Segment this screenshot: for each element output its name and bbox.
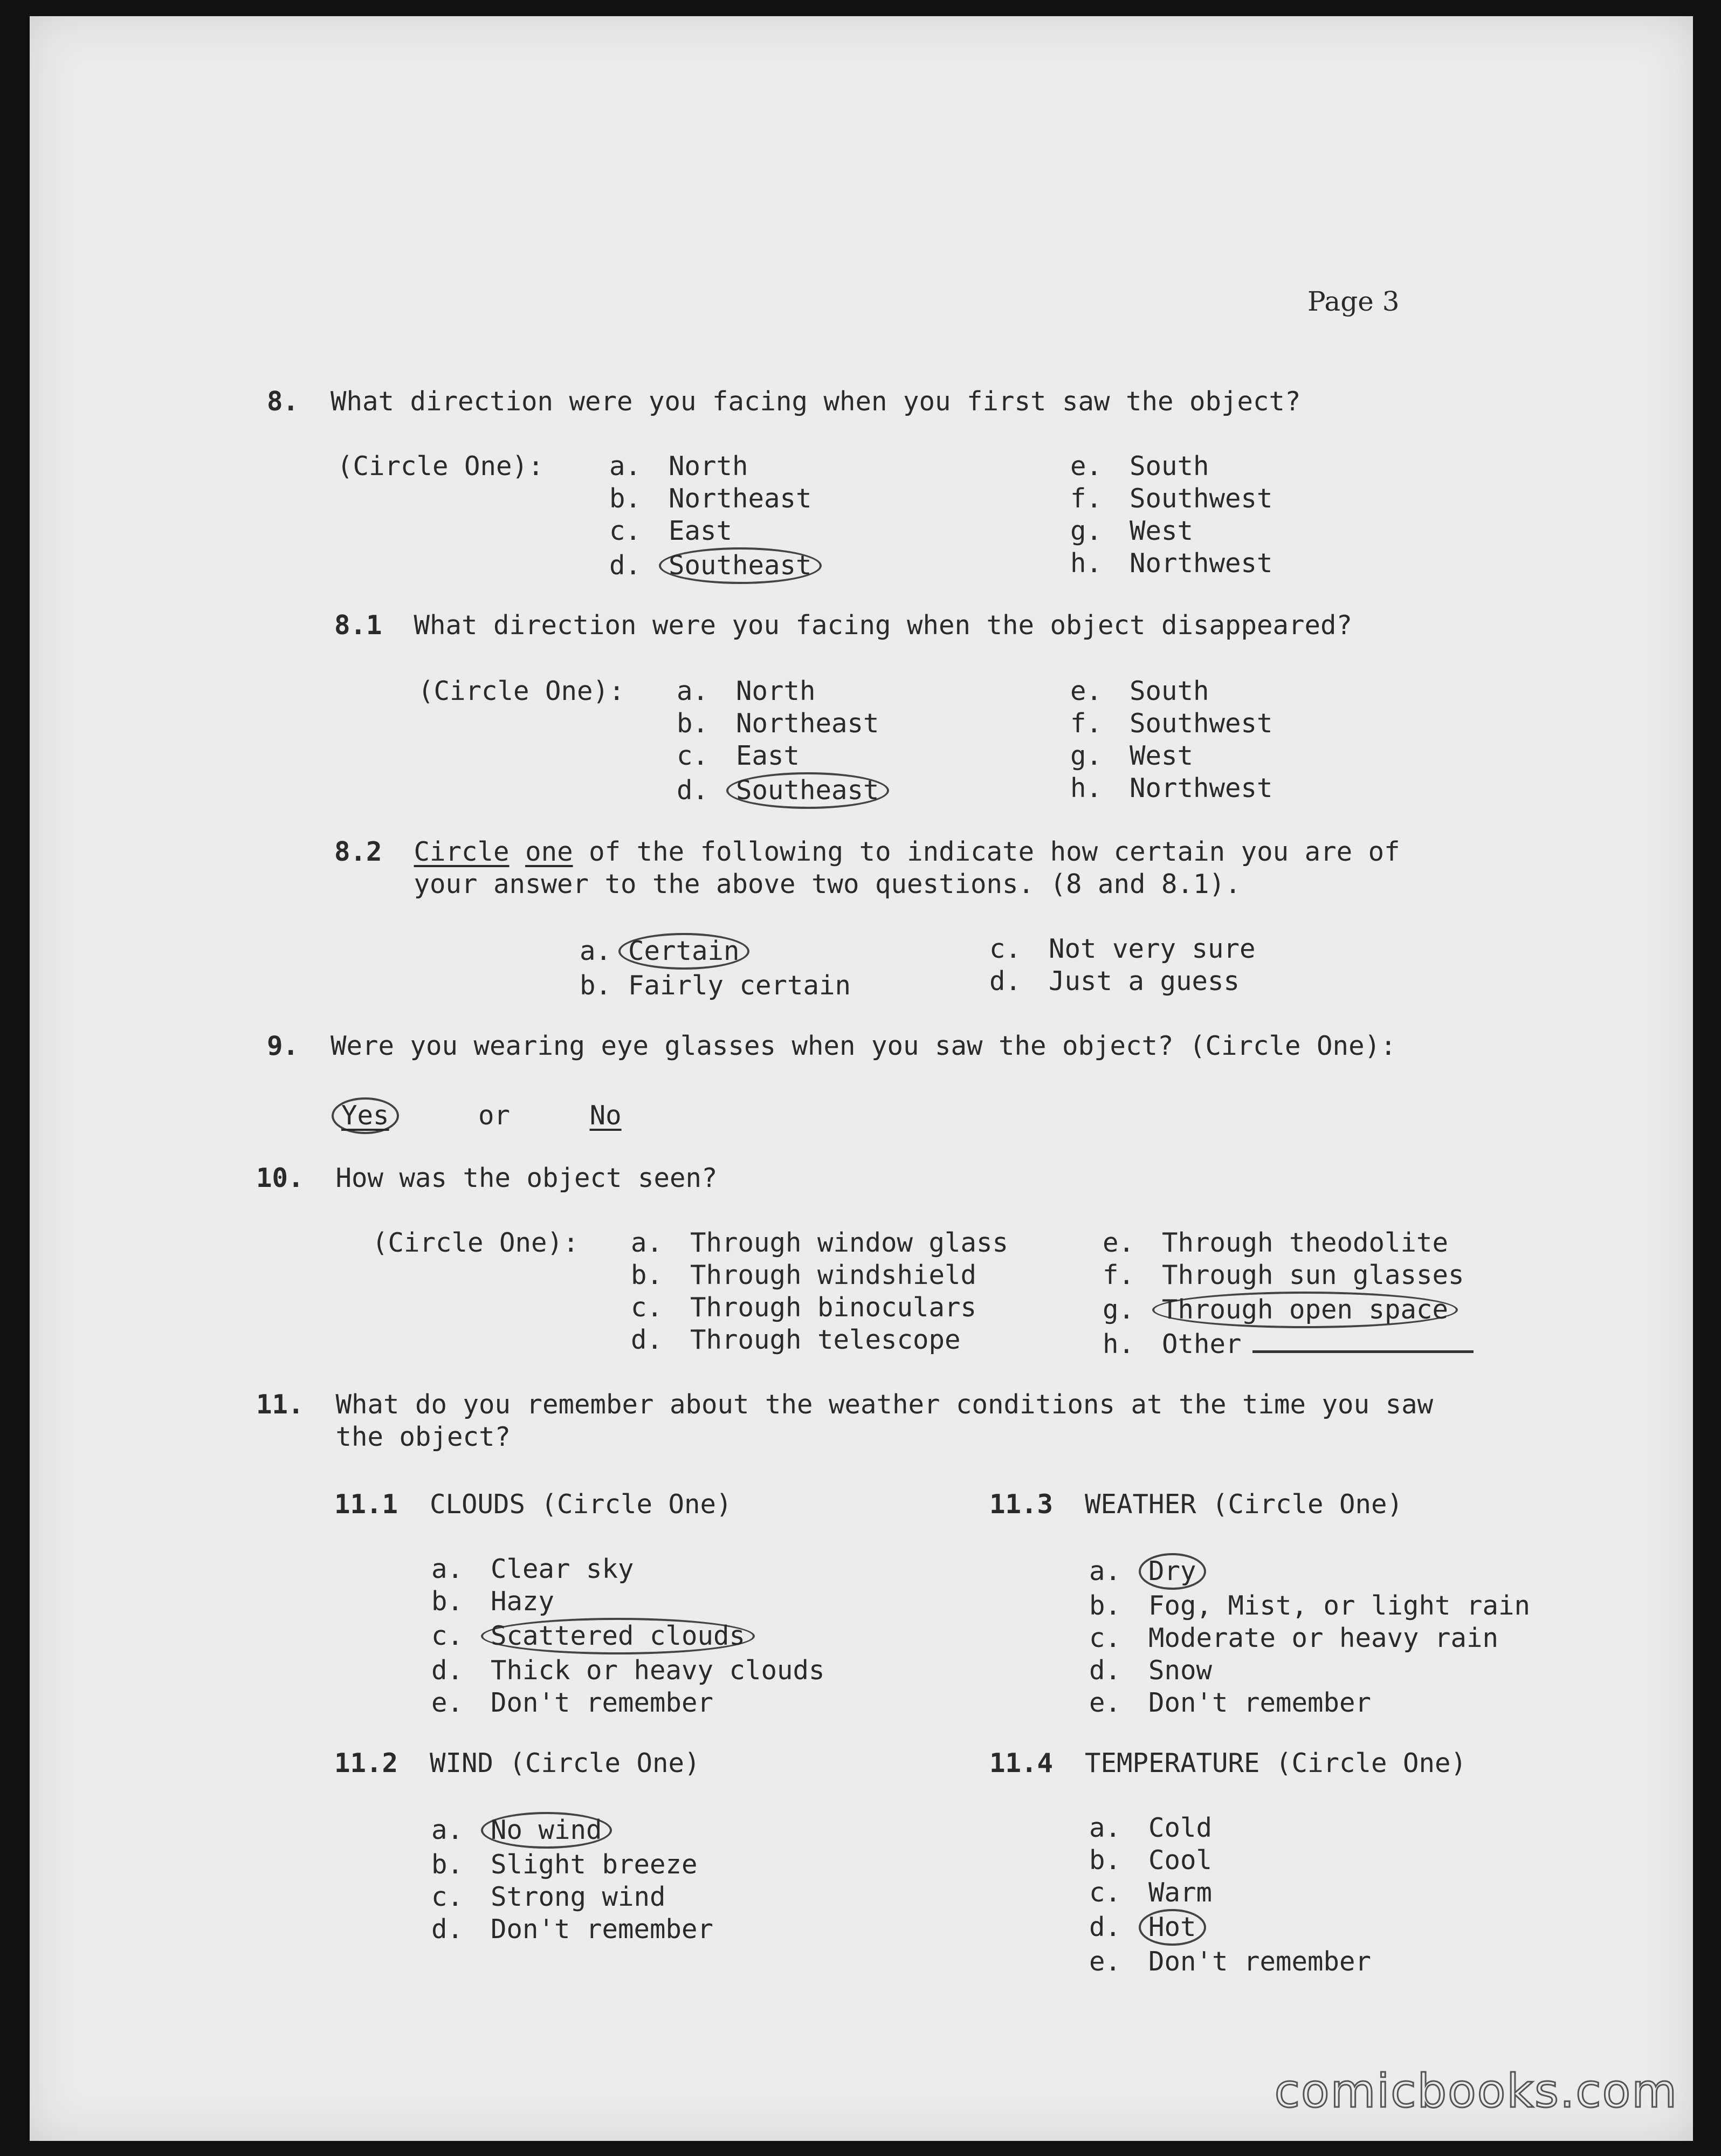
subquestion-11-2: 11.2 WIND (Circle One) <box>334 1748 700 1779</box>
subquestion-11-1: 11.1 CLOUDS (Circle One) <box>334 1489 732 1520</box>
option-selected[interactable]: c. Scattered clouds <box>431 1618 825 1654</box>
subquestion-11-4: 11.4 TEMPERATURE (Circle One) <box>989 1748 1467 1779</box>
option[interactable]: a. Cold <box>1089 1812 1213 1843</box>
option[interactable]: c. Warm <box>1089 1877 1213 1908</box>
option[interactable]: b. Hazy <box>431 1586 555 1617</box>
option[interactable]: e. Don't remember <box>431 1687 714 1718</box>
circled-answer-yes[interactable]: Yes <box>332 1097 399 1134</box>
options-left <box>677 675 889 809</box>
option[interactable]: e. South <box>1070 676 1209 706</box>
option[interactable]: e. Through theodolite <box>1103 1227 1449 1258</box>
option[interactable]: c. Through binoculars <box>631 1292 977 1323</box>
subquestion-11-3: 11.3 WEATHER (Circle One) <box>989 1489 1403 1520</box>
question-number: 10. <box>256 1163 304 1193</box>
option[interactable]: a. Clear sky <box>431 1554 634 1584</box>
option-selected[interactable]: d. Southeast <box>677 772 889 809</box>
option[interactable]: h. Northwest <box>1070 773 1273 804</box>
option[interactable]: a. Through window glass <box>631 1227 1009 1258</box>
question-text: What direction were you facing when the object disappeared? <box>414 610 1353 641</box>
options-right <box>1103 1227 1474 1361</box>
weather-options <box>1089 1553 1530 1719</box>
question-8 <box>267 386 1301 418</box>
option[interactable]: d. Through telescope <box>631 1324 961 1355</box>
options-right <box>989 933 1256 998</box>
option[interactable]: b. Cool <box>1089 1845 1213 1876</box>
option[interactable]: e. South <box>1070 451 1209 482</box>
option[interactable]: f. Southwest <box>1070 483 1273 514</box>
option-selected[interactable]: d. Hot <box>1089 1909 1371 1946</box>
option[interactable]: c. East <box>677 740 800 771</box>
option[interactable]: c. East <box>609 516 733 546</box>
blank-line[interactable] <box>1252 1350 1474 1353</box>
option-selected[interactable]: a. Dry <box>1089 1553 1530 1590</box>
question-10 <box>256 1162 718 1194</box>
circled-answer: Southeast <box>726 772 889 809</box>
watermark-text: comicbooks.com <box>1274 2064 1678 2118</box>
question-number: 8. <box>267 386 299 417</box>
option[interactable]: f. Through sun glasses <box>1103 1260 1464 1290</box>
question-number: 8.2 <box>334 836 382 867</box>
options-left <box>580 933 851 1002</box>
circle-prompt: (Circle One): <box>418 676 625 706</box>
question-text: Were you wearing eye glasses when you saw the object? (Circle One): <box>331 1031 1396 1061</box>
option[interactable]: d. Snow <box>1089 1655 1213 1686</box>
options-left <box>609 450 822 584</box>
option[interactable]: f. Southwest <box>1070 708 1273 739</box>
option-selected[interactable]: a. No wind <box>431 1812 713 1849</box>
circled-answer: Hot <box>1139 1909 1206 1946</box>
question-number: 11. <box>256 1389 304 1420</box>
answer-no[interactable]: No <box>589 1100 622 1131</box>
page-number: Page 3 <box>1307 286 1400 317</box>
circled-answer: Scattered clouds <box>481 1618 755 1654</box>
question-9 <box>267 1030 1396 1062</box>
option-selected[interactable]: a. Certain <box>580 933 851 970</box>
circle-prompt: (Circle One): <box>372 1227 579 1258</box>
yes-no-options: Yes or No <box>332 1097 622 1134</box>
option-selected[interactable]: d. Southeast <box>609 547 822 584</box>
option[interactable]: a. North <box>677 676 816 706</box>
document-page <box>30 16 1693 2141</box>
options-right <box>1070 675 1273 805</box>
option[interactable]: a. North <box>609 451 748 482</box>
option[interactable]: h. Northwest <box>1070 548 1273 579</box>
question-8-2: 8.2 Circle one of the following to indicate how certain you are of your answer to the above two questions. (8 and 8.1). <box>334 836 1400 900</box>
option[interactable]: b. Fog, Mist, or light rain <box>1089 1590 1531 1621</box>
circled-answer: Dry <box>1139 1553 1206 1590</box>
circled-answer: No wind <box>481 1812 612 1849</box>
circle-prompt: (Circle One): <box>337 451 544 482</box>
option[interactable]: b. Northeast <box>609 483 812 514</box>
option[interactable]: b. Slight breeze <box>431 1849 698 1880</box>
clouds-options <box>431 1553 825 1719</box>
option[interactable]: e. Don't remember <box>1089 1687 1372 1718</box>
option-selected[interactable]: g. Through open space <box>1103 1292 1474 1328</box>
option[interactable]: c. Not very sure <box>989 933 1256 964</box>
option[interactable]: b. Northeast <box>677 708 879 739</box>
question-number: 8.1 <box>334 610 382 641</box>
option[interactable]: b. Fairly certain <box>580 970 851 1001</box>
circled-answer: Through open space <box>1152 1292 1458 1328</box>
options-left <box>631 1227 1008 1356</box>
option[interactable]: e. Don't remember <box>1089 1946 1372 1977</box>
option[interactable]: b. Through windshield <box>631 1260 977 1290</box>
question-11: 11. What do you remember about the weather conditions at the time you saw the object? <box>256 1389 1434 1452</box>
option[interactable]: d. Thick or heavy clouds <box>431 1655 825 1686</box>
option[interactable]: d. Don't remember <box>431 1914 714 1945</box>
option[interactable]: h. Other <box>1103 1328 1474 1361</box>
question-8-1 <box>334 609 1352 642</box>
question-number: 9. <box>267 1031 299 1061</box>
question-text: How was the object seen? <box>335 1163 718 1193</box>
circled-answer: Certain <box>618 933 749 970</box>
option[interactable]: c. Moderate or heavy rain <box>1089 1623 1499 1653</box>
temperature-options <box>1089 1812 1371 1978</box>
option[interactable]: g. West <box>1070 740 1194 771</box>
option[interactable]: g. West <box>1070 516 1194 546</box>
option[interactable]: c. Strong wind <box>431 1882 666 1912</box>
circled-answer: Southeast <box>659 547 822 584</box>
wind-options <box>431 1812 713 1946</box>
options-right <box>1070 450 1273 580</box>
option[interactable]: d. Just a guess <box>989 966 1240 997</box>
question-text: What direction were you facing when you first saw the object? <box>331 386 1301 417</box>
